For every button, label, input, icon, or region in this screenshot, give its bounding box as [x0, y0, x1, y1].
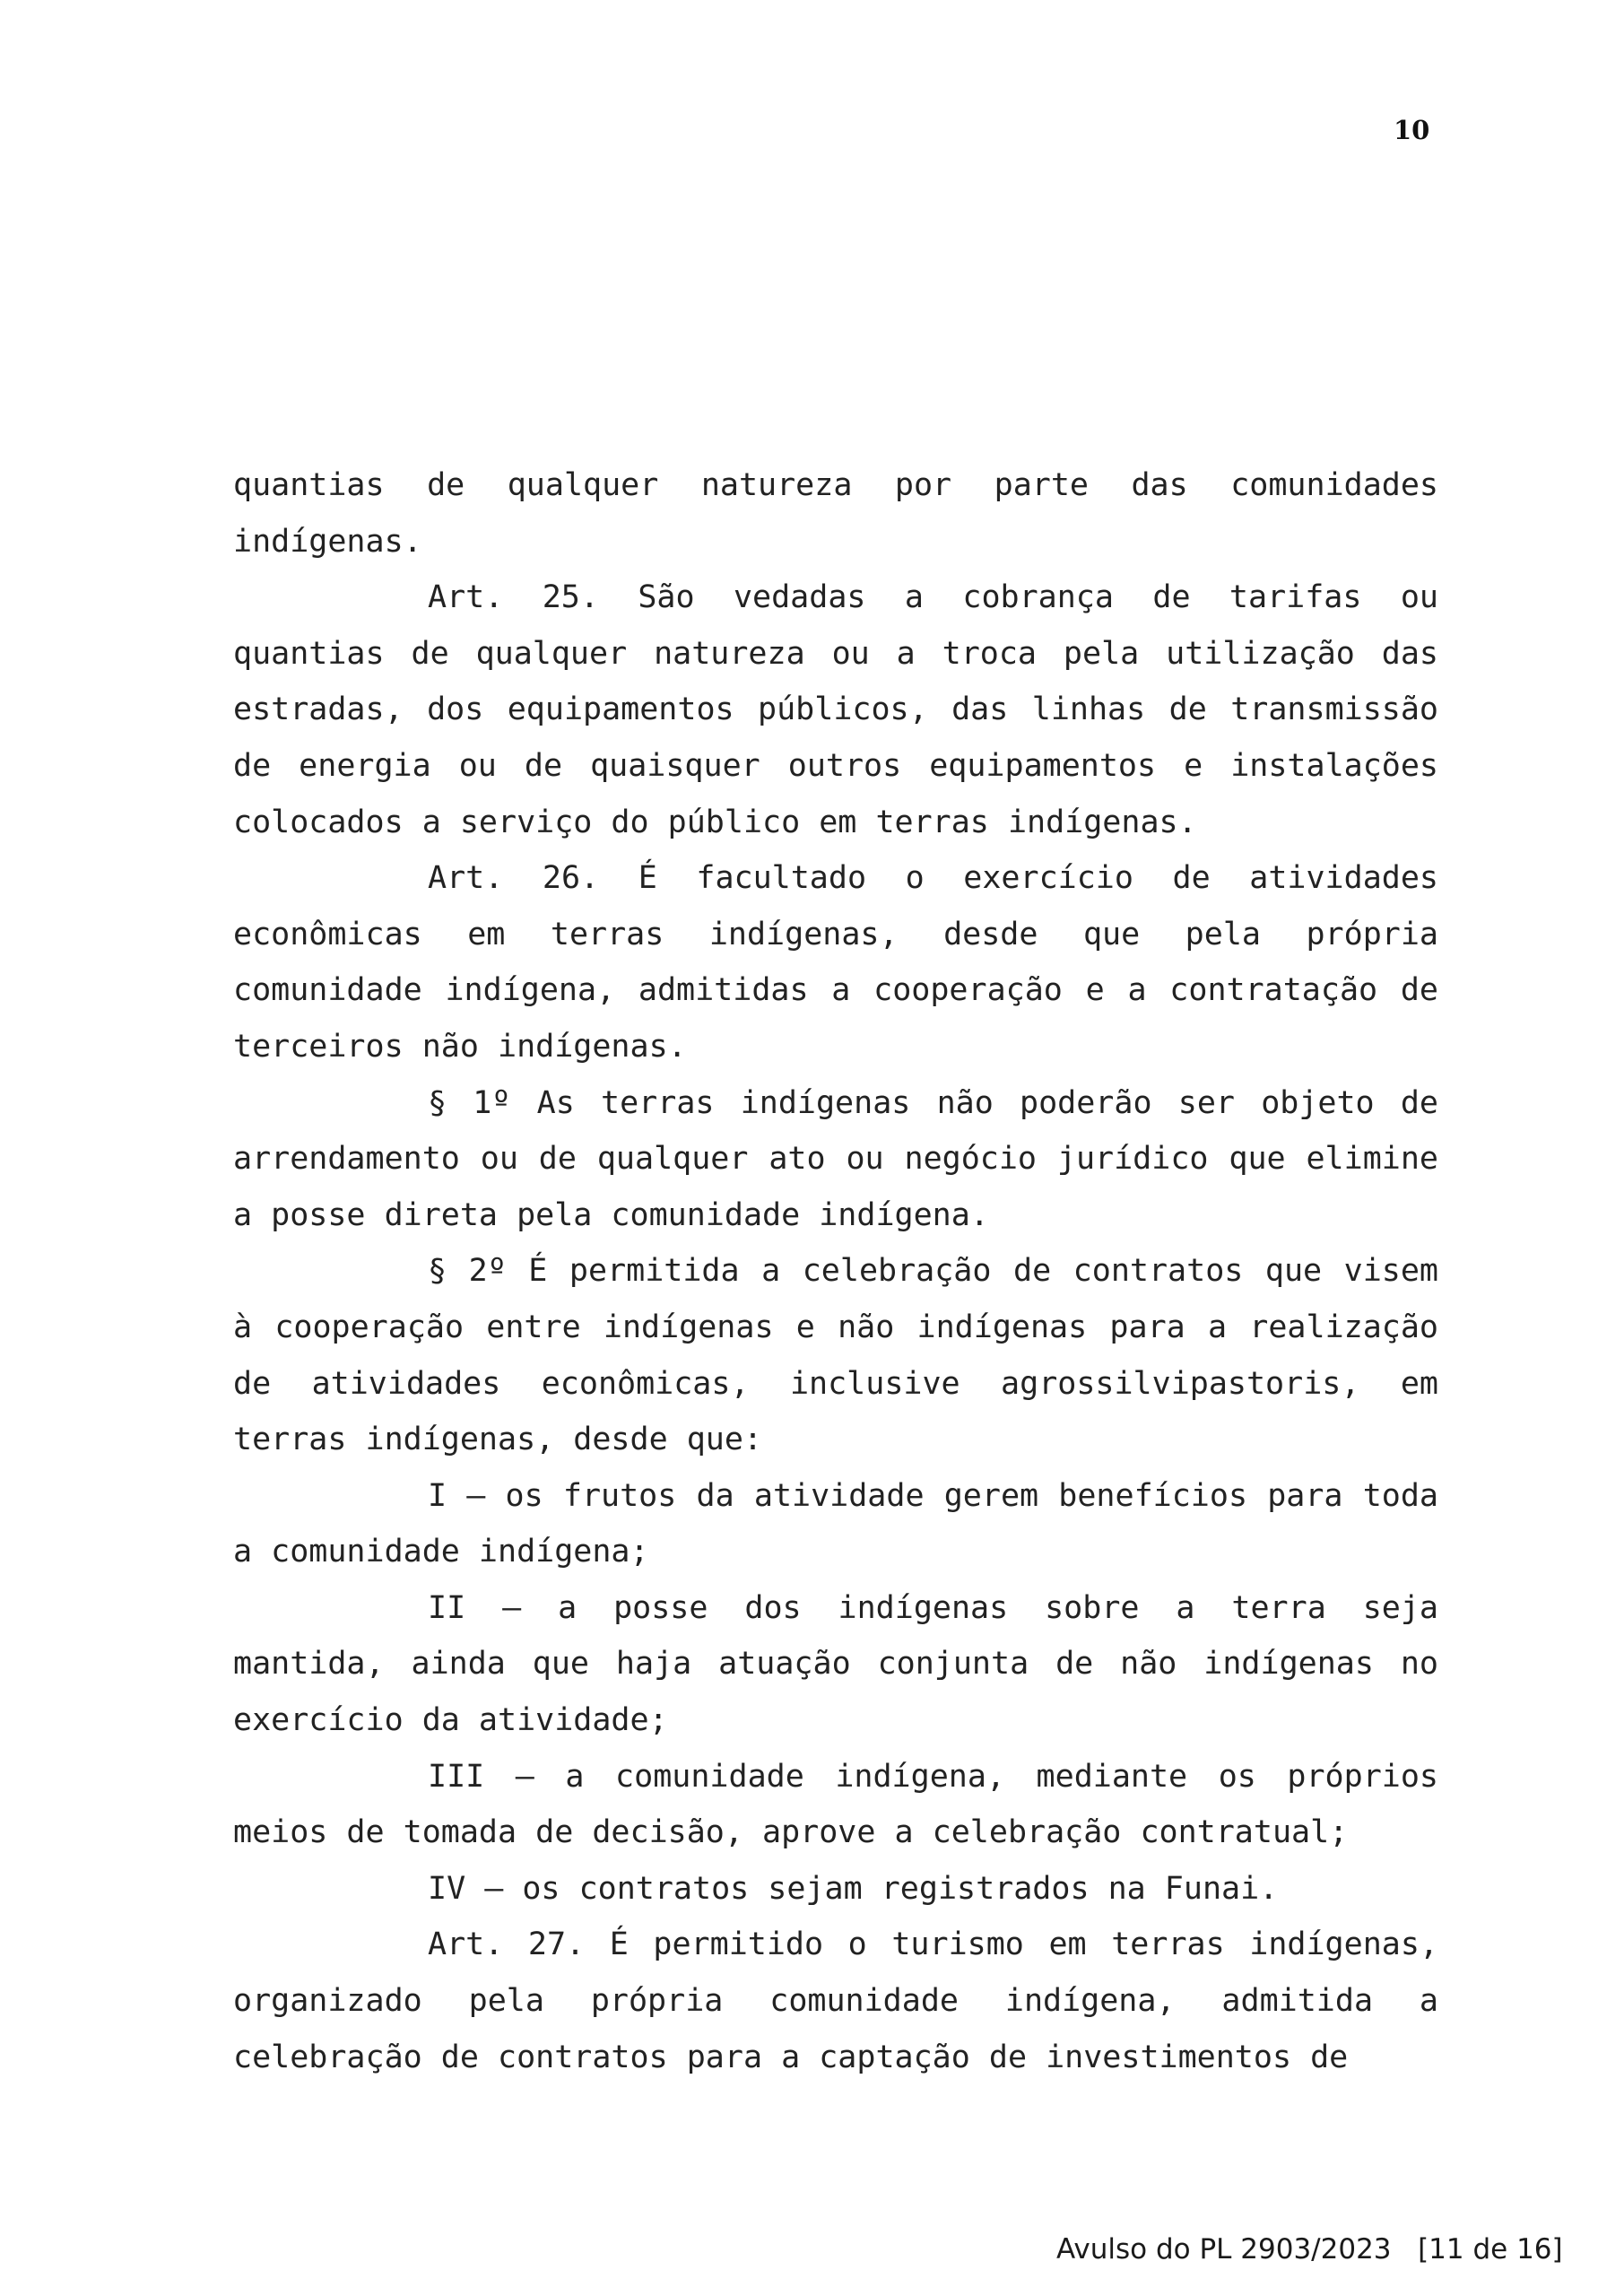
paragraph-item-ii: II – a posse dos indígenas sobre a terra seja mantida, ainda que haja atuação conjunta de não indígenas no exercício da atividade;	[233, 1589, 1438, 1739]
paragraph-item-i: I – os frutos da atividade gerem benefícios para toda a comunidade indígena;	[233, 1477, 1438, 1570]
paragraph-art-26-par-1: § 1º As terras indígenas não poderão ser objeto de arrendamento ou de qualquer ato ou negócio jurídico que elimine a posse direta pela comunidade indígena.	[233, 1084, 1438, 1233]
paragraph-item-iii: III – a comunidade indígena, mediante os próprios meios de tomada de decisão, aprove a celebração contratual;	[233, 1758, 1438, 1851]
paragraph-art-26: Art. 26. É facultado o exercício de atividades econômicas em terras indígenas, desde que pela própria comunidade indígena, admitidas a cooperação e a contratação de terceiros não indígenas.	[233, 860, 1438, 1065]
page-number: 10	[1394, 115, 1430, 145]
paragraph-item-iv: IV – os contratos sejam registrados na Funai.	[428, 1870, 1279, 1907]
footer-doc-ref: Avulso do PL 2903/2023	[1056, 2233, 1392, 2266]
document-body	[233, 457, 1438, 2085]
footer-page-ref: [11 de 16]	[1418, 2233, 1563, 2266]
paragraph: quantias de qualquer natureza por parte das comunidades indígenas.	[233, 467, 1438, 560]
paragraph-art-27: Art. 27. É permitido o turismo em terras indígenas, organizado pela própria comunidade indígena, admitida a celebração de contratos para a captação de investimentos de	[233, 1926, 1438, 2075]
footer	[1056, 2233, 1563, 2266]
paragraph-art-25: Art. 25. São vedadas a cobrança de tarifas ou quantias de qualquer natureza ou a troca pela utilização das estradas, dos equipamentos públicos, das linhas de transmissão de energia ou de quaisquer outros equipamentos e instalações colocados a serviço do público em terras indígenas.	[233, 579, 1438, 840]
paragraph-art-26-par-2: § 2º É permitida a celebração de contratos que visem à cooperação entre indígenas e não indígenas para a realização de atividades econômicas, inclusive agrossilvipastoris, em terras indígenas, desde que:	[233, 1253, 1438, 1458]
